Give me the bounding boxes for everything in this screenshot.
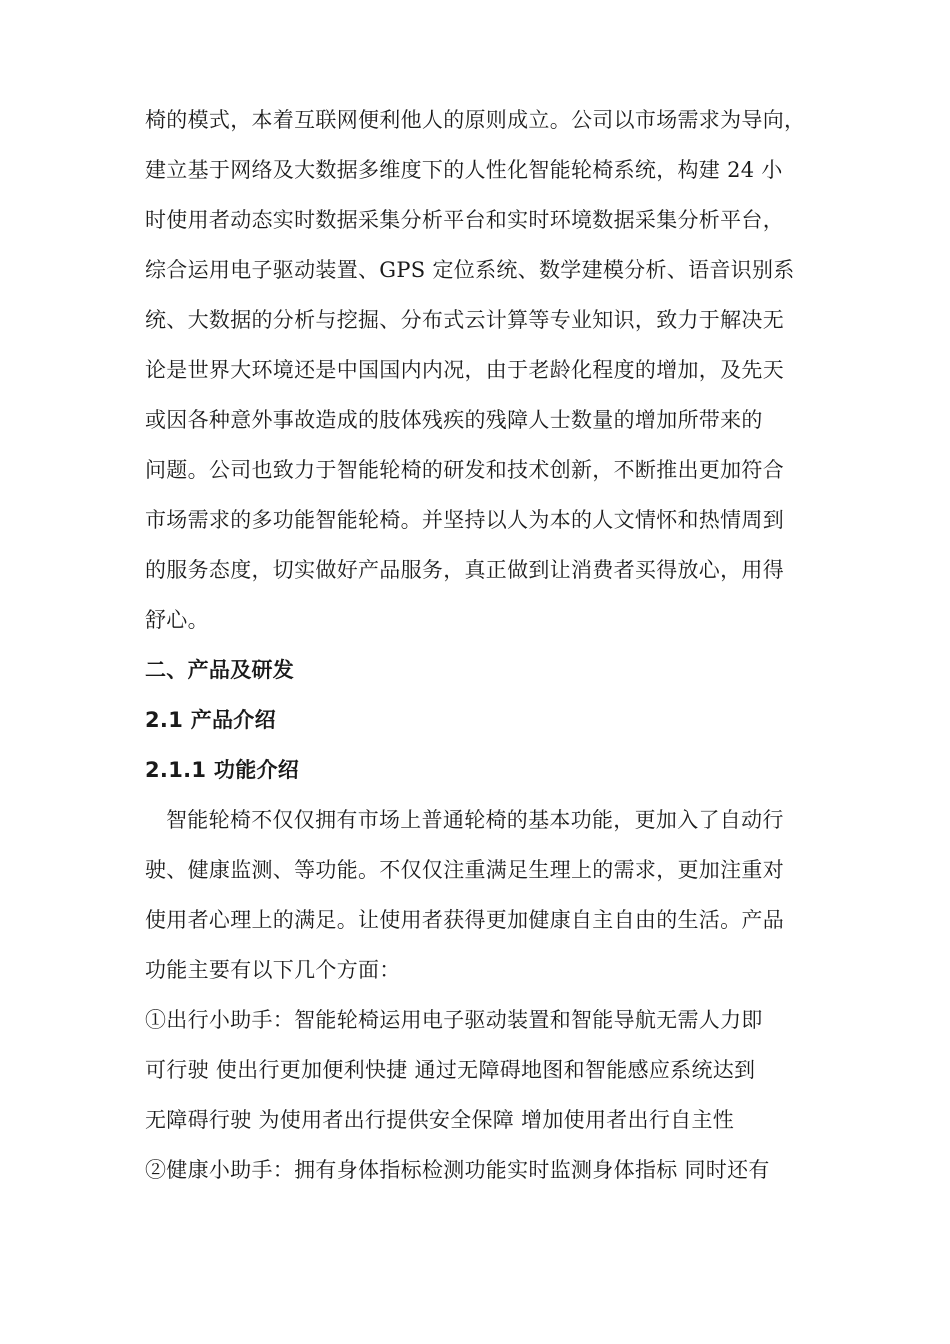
list-item-line: ②健康小助手：拥有身体指标检测功能实时监测身体指标 同时还有 bbox=[145, 1158, 770, 1182]
paragraph-line: 建立基于网络及大数据多维度下的人性化智能轮椅系统，构建 24 小 bbox=[145, 158, 783, 182]
paragraph-line: 时使用者动态实时数据采集分析平台和实时环境数据采集分析平台， bbox=[145, 208, 784, 232]
list-item-line: 可行驶 使出行更加便利快捷 通过无障碍地图和智能感应系统达到 bbox=[145, 1058, 756, 1082]
section-heading: 二、产品及研发 bbox=[145, 658, 295, 682]
paragraph-line: 统、大数据的分析与挖掘、分布式云计算等专业知识，致力于解决无 bbox=[145, 308, 784, 332]
paragraph-line: 或因各种意外事故造成的肢体残疾的残障人士数量的增加所带来的 bbox=[145, 408, 763, 432]
subsubsection-heading: 2.1.1 功能介绍 bbox=[145, 758, 300, 782]
paragraph-line: 的服务态度，切实做好产品服务，真正做到让消费者买得放心，用得 bbox=[145, 558, 784, 582]
paragraph-line: 智能轮椅不仅仅拥有市场上普通轮椅的基本功能，更加入了自动行 bbox=[166, 808, 784, 832]
list-item-line: 无障碍行驶 为使用者出行提供安全保障 增加使用者出行自主性 bbox=[145, 1108, 735, 1132]
paragraph-line: 功能主要有以下几个方面： bbox=[145, 958, 401, 982]
paragraph-line: 椅的模式，本着互联网便利他人的原则成立。公司以市场需求为导向， bbox=[145, 108, 806, 132]
paragraph-line: 论是世界大环境还是中国国内内况，由于老龄化程度的增加，及先天 bbox=[145, 358, 784, 382]
list-item-line: ①出行小助手：智能轮椅运用电子驱动装置和智能导航无需人力即 bbox=[145, 1008, 763, 1032]
paragraph-line: 使用者心理上的满足。让使用者获得更加健康自主自由的生活。产品 bbox=[145, 908, 784, 932]
paragraph-line: 舒心。 bbox=[145, 608, 209, 632]
paragraph-line: 问题。公司也致力于智能轮椅的研发和技术创新，不断推出更加符合 bbox=[145, 458, 784, 482]
paragraph-line: 驶、健康监测、等功能。不仅仅注重满足生理上的需求，更加注重对 bbox=[145, 858, 784, 882]
paragraph-line: 市场需求的多功能智能轮椅。并坚持以人为本的人文情怀和热情周到 bbox=[145, 508, 784, 532]
subsection-heading: 2.1 产品介绍 bbox=[145, 708, 276, 732]
paragraph-line: 综合运用电子驱动装置、GPS 定位系统、数学建模分析、语音识别系 bbox=[145, 258, 795, 282]
